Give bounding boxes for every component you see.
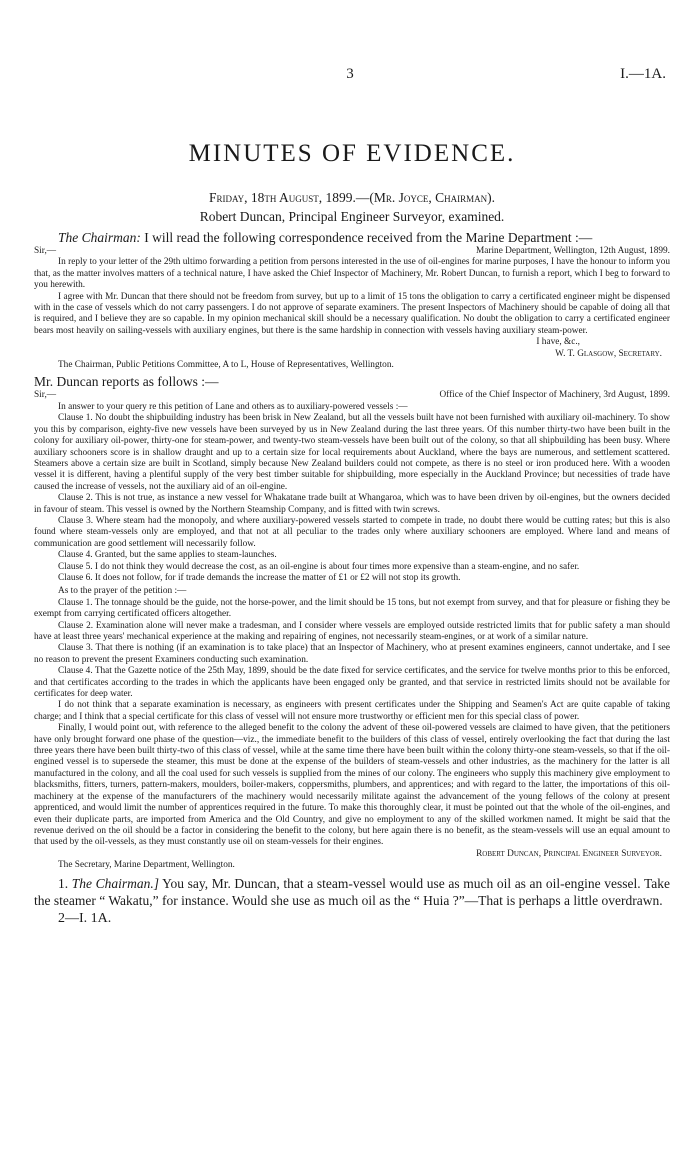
letter1-salutation: Sir,—: [34, 246, 57, 256]
letter2-paragraph: As to the prayer of the petition :—: [58, 586, 187, 597]
letter2-paragraph: Clause 2. This is not true, as instance a new vessel for Whakatane trade built at Whangaroa, which was to have been driven by oil-engines, but the owners decided in favour of steam. This vessel is owned by the Northern Steamship Company, and is fitted with twin screws.: [34, 493, 670, 515]
letter1-paragraph: In reply to your letter of the 29th ultimo forwarding a petition from persons interested in the use of oil-engines for marine purposes, I have the honour to inform you that, as the matter involves matters of a technical nature, I have asked the Chief Inspector of Machinery, Mr. Robert Duncan, to furnish a report, which I beg to forward to you herewith.: [34, 257, 670, 291]
letter2-signature: Robert Duncan, Principal Engineer Surveyor.: [476, 848, 662, 859]
witness-line: Robert Duncan, Principal Engineer Surveyor, examined.: [199, 209, 505, 224]
letter2-heading: [34, 390, 670, 401]
letter2-paragraph: Clause 1. No doubt the shipbuilding industry has been brisk in New Zealand, but all the vessels built have not been furnished with auxiliary oil-machinery. To show you this by comparison, eighty-five new vessels have been surveyed by us in New Zealand during the last three years. Of this number thirty-two have been built in the colony for auxiliary oil-power, thirty-one for steam-power, and twenty-two steam-vessels have been built out of the colony, so that all shipbuilding has been busy. Where auxiliary schooners score is in shallow draught and up to a certain size for local requirements about Auckland, where the bays are numerous, and settlement scattered. Steamers above a certain size are built in Scotland, simply because New Zealand builders could not compete, as there is no steel or iron produced here. With a wooden vessel it is different, having a plentiful supply of the very best timber suitable for shipbuilding, more especially in the Auckland Province; but necessities of trade have caused the increase of vessels, not the auxiliary aid of an oil-engine.: [34, 413, 670, 492]
letter2-addressee: The Secretary, Marine Department, Wellington.: [58, 860, 235, 871]
letter2-paragraph: I do not think that a separate examination is necessary, as engineers with present certificates under the Shipping and Seamen's Act are quite capable of taking charge; and I think that a special certificate for this class of vessel will not ensure more trustworthy or efficient men for this special class of power.: [34, 700, 670, 722]
session-dateline: Friday, 18th August, 1899.—(Mr. Joyce, Chairman).: [208, 190, 496, 205]
letter2-paragraph: Clause 6. It does not follow, for if trade demands the increase the matter of £1 or £2 will not stop its growth.: [58, 572, 461, 583]
letter2-paragraph: Clause 4. Granted, but the same applies to steam-launches.: [58, 550, 277, 561]
duncan-intro: Mr. Duncan reports as follows :—: [34, 374, 219, 390]
letter2-paragraph: Clause 2. Examination alone will never make a tradesman, and I consider where vessels are employed outside restricted limits that for public safety a man should have at least three years' mechanical experience at the making and repairing of engines, not necessarily steam-engines, or at work of a similar nature.: [34, 620, 670, 642]
letter1-closing: I have, &c.,: [536, 337, 580, 348]
letter1-address-date: Marine Department, Wellington, 12th August, 1899.: [475, 246, 670, 256]
letter2-paragraph: Clause 3. Where steam had the monopoly, and where auxiliary-powered vessels started to compete in trade, no doubt there would be cutting rates; but this is also found where steam-vessels only are employed, and that not at all peculiar to the trades only where auxiliary schooners are employed. Where land and means of communication are good settlement will necessarily follow.: [34, 515, 670, 549]
letter2-paragraph: Clause 3. That there is nothing (if an examination is to take place) that an Inspector of Machinery, who at present examines engineers, cannot undertake, and I see no reason to prevent the present Examiners conducting such examination.: [34, 643, 670, 665]
question-speaker: The Chairman.]: [71, 875, 159, 891]
letter2-paragraph: Finally, I would point out, with reference to the alleged benefit to the colony the advent of these oil-powered vessels are claimed to have given, that the petitioners have only brought forward one phase of the question—viz., the immediate benefit to the builders of this class of vessel, entirely overlooking the fact that during the last three years there have been built thirty-two of this class of vessel, while at the same time there have been built within the colony thirty-one steam-vessels, so that if the oil-engined vessel is to supersede the steamer, this must be done at the expense of the builders of steam-vessels and other industries, as the machinery for the latter is all manufactured in the colony, and all the coal used for such vessels is supplied from the mines of our colony. The engineers who supply this machinery give employment to blacksmiths, fitters, turners, pattern-makers, moulders, boiler-makers, coppersmiths, plumbers, and apprentices; and with regard to the latter, the importations of this oil-machinery at the expense of the manufacturers of the machinery would necessarily militate against the advancement of the young fellows of the colony at present apprenticed, and would limit the number of apprentices required in the future. To make this thoroughly clear, it must be pointed out that the whole of the oil-engines, and even their duplicate parts, are imported from America and the Old Country, and give no employment to any of the skilled workmen named. It might be said that the revenue derived on the oil should be a factor in considering the benefit to the colony, but here again there is no benefit, as the steam-vessels will use an equal amount to that used by the oil-vessels, as they must constantly use oil on steam-vessels for their engines.: [34, 723, 670, 848]
letter2-address-date: Office of the Chief Inspector of Machinery, 3rd August, 1899.: [439, 390, 670, 401]
letter2-salutation: Sir,—: [34, 390, 57, 401]
letter2-paragraph: In answer to your query re this petition of Lane and others as to auxiliary-powered vessels :—: [58, 401, 408, 412]
chairman-intro: [34, 229, 670, 246]
letter2-paragraph: Clause 5. I do not think they would decrease the cost, as an oil-engine is about four times more expensive than a steam-engine, and no safer.: [58, 561, 580, 572]
page-number: 3: [346, 66, 354, 82]
chairman-intro-text: I will read the following correspondence received from the Marine Department :—: [140, 230, 593, 245]
page-content: [34, 140, 670, 927]
letter1-addressee: The Chairman, Public Petitions Committee, A to L, House of Representatives, Wellington.: [58, 360, 394, 371]
question-1: [34, 875, 670, 909]
letter1-signature: W. T. Glasgow, Secretary.: [555, 348, 662, 359]
letter1-paragraph: I agree with Mr. Duncan that there should not be freedom from survey, but up to a limit of 15 tons the obligation to carry a certificated engineer might be dispensed with in the case of vessels which do not carry passengers. I do not approve of separate examiners. The present Inspectors of Machinery should be capable of doing all that is required, and I believe they are so capable. In my opinion mechanical skill should be a necessary qualification. No doubt the obligation to carry a certificated engineer bears most heavily on sailing-vessels with auxiliary engines, but there is the same hardship in connection with vessels having auxiliary steam-power.: [34, 291, 670, 336]
signature-mark: 2—I. 1A.: [58, 910, 112, 926]
chairman-speaker: The Chairman:: [58, 230, 141, 245]
question-number: 1.: [58, 875, 69, 891]
question-text: You say, Mr. Duncan, that a steam-vessel would use as much oil as an oil-engine vessel. Take the steamer “ Wakatu,” for instance. Would she use as much oil as the “ Huia ?”—That is perhaps a little overdrawn.: [34, 875, 670, 908]
page-title: MINUTES OF EVIDENCE.: [188, 140, 516, 167]
letter2-paragraph: Clause 4. That the Gazette notice of the 25th May, 1899, should be the date fixed for service certificates, and the service for twelve months prior to this be enforced, and that certificates according to the trades in which the applicants have been engaged only be granted, and that service in restricted limits should not be available for certificates for deep water.: [34, 666, 670, 700]
letter2-paragraph: Clause 1. The tonnage should be the guide, not the horse-power, and the limit should be 15 tons, but not exempt from survey, and that for pleasure or fishing they be exempt from carrying certificated officers altogether.: [34, 597, 670, 620]
document-reference: I.—1A.: [620, 66, 666, 82]
letter1-heading: [34, 246, 670, 257]
